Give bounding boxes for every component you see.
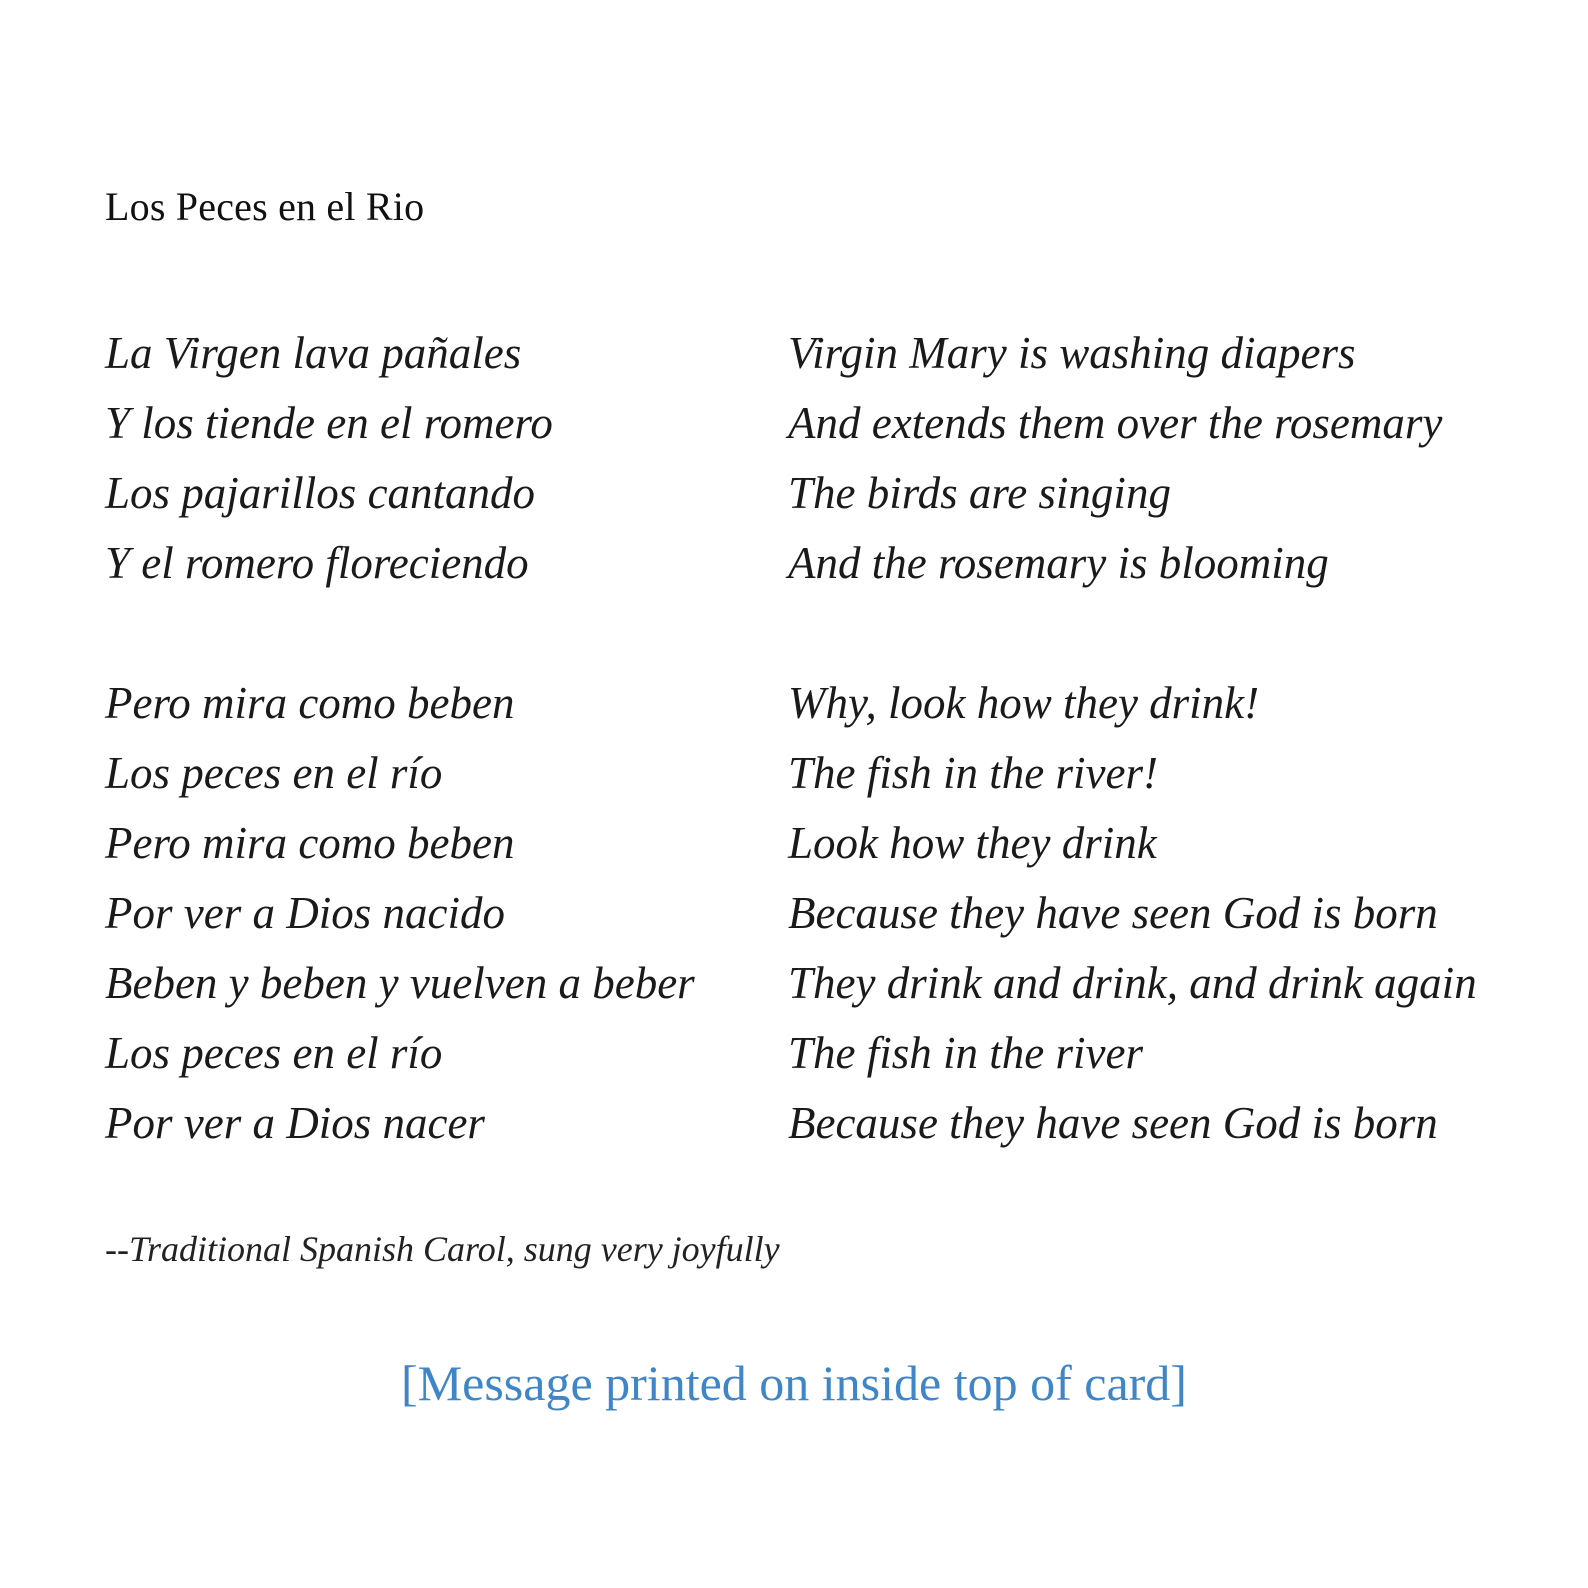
english-line: Virgin Mary is washing diapers (788, 328, 1356, 378)
spanish-line: Por ver a Dios nacido (105, 888, 505, 938)
attribution: --Traditional Spanish Carol, sung very joyfully (105, 1229, 780, 1269)
english-line: Because they have seen God is born (788, 888, 1438, 938)
spanish-line: Los pajarillos cantando (105, 468, 536, 518)
english-line: And the rosemary is blooming (788, 538, 1329, 588)
english-line: And extends them over the rosemary (788, 398, 1443, 448)
spanish-line: Y el romero floreciendo (105, 538, 529, 588)
english-line: The birds are singing (788, 468, 1171, 518)
spanish-line: Por ver a Dios nacer (105, 1098, 485, 1148)
spanish-line: Pero mira como beben (105, 818, 515, 868)
stanza-gap (788, 598, 1477, 668)
print-location-note: [Message printed on inside top of card] (401, 1355, 1187, 1411)
spanish-line: Beben y beben y vuelven a beber (105, 958, 695, 1008)
spanish-line: Pero mira como beben (105, 678, 515, 728)
spanish-line: La Virgen lava pañales (105, 328, 522, 378)
spanish-line: Y los tiende en el romero (105, 398, 553, 448)
english-line: They drink and drink, and drink again (788, 958, 1477, 1008)
stanza-gap (105, 598, 695, 668)
english-line: The fish in the river! (788, 748, 1158, 798)
spanish-line: Los peces en el río (105, 748, 443, 798)
english-line: The fish in the river (788, 1028, 1143, 1078)
spanish-column (105, 318, 695, 1158)
poem-title: Los Peces en el Rio (105, 184, 425, 229)
spanish-line: Los peces en el río (105, 1028, 443, 1078)
english-line: Because they have seen God is born (788, 1098, 1438, 1148)
english-line: Why, look how they drink! (788, 678, 1260, 728)
english-column (788, 318, 1477, 1158)
english-line: Look how they drink (788, 818, 1157, 868)
